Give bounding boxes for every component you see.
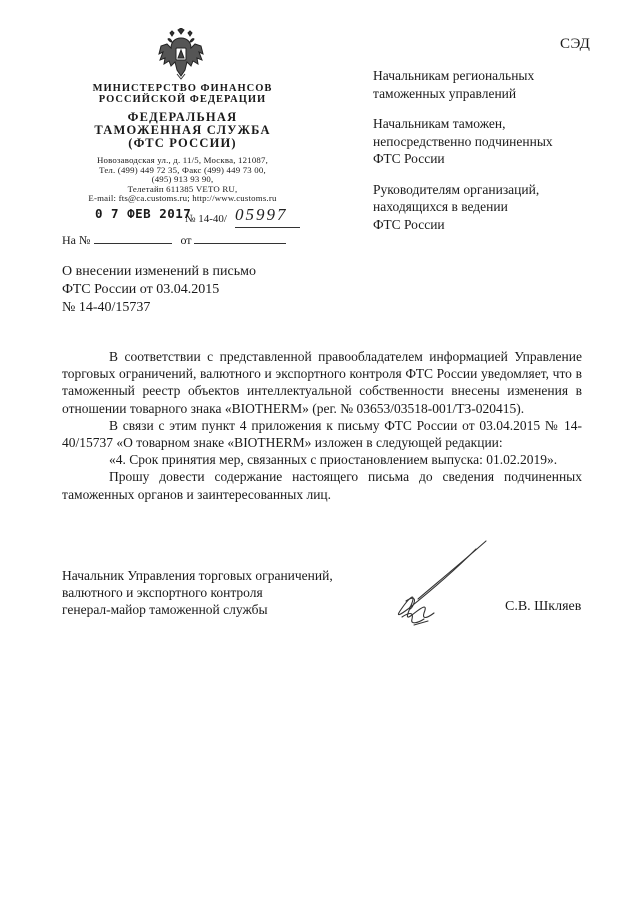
agency-line: (ФТС РОССИИ) <box>128 136 237 150</box>
subject-line: О внесении изменений в письмо <box>62 264 256 279</box>
registration-number-underline <box>235 227 300 228</box>
recipients-block <box>373 67 613 246</box>
registration-date-stamp: 0 7 ФЕВ 2017 <box>95 206 192 221</box>
contact-line: (495) 913 93 90, <box>151 174 214 184</box>
signer-title-line: Начальник Управления торговых ограничений, <box>62 568 333 583</box>
recipient-line: непосредственно подчиненных <box>373 133 553 149</box>
signer-title-line: валютного и экспортного контроля <box>62 585 263 600</box>
body-paragraph: В соответствии с представленной правообладателем информацией Управление торговых ограничений, валютного и экспортного контроля ФТС России уведомляет, что в таможенный реестр объектов интеллектуальной собственности внесены изменения в отношении товарного знака «BIOTHERM» (рег. № 03653/03518-001/ТЗ-020415). <box>62 349 582 416</box>
reference-date-blank <box>194 243 286 244</box>
reference-date-label: от <box>180 233 192 247</box>
agency-line: ФЕДЕРАЛЬНАЯ <box>127 110 238 124</box>
body-paragraph: В связи с этим пункт 4 приложения к письму ФТС России от 03.04.2015 № 14-40/15737 «О товарном знаке «BIOTHERM» изложен в следующей редакции: <box>62 417 582 451</box>
body-paragraph: «4. Срок принятия мер, связанных с приостановлением выпуска: 01.02.2019». <box>109 452 558 468</box>
signer-title <box>62 567 333 618</box>
recipient-line: Начальникам региональных <box>373 68 535 83</box>
recipient-line: Руководителям организаций, <box>373 181 540 197</box>
recipient-group <box>373 115 613 168</box>
agency-line: ТАМОЖЕННАЯ СЛУЖБА <box>94 123 271 137</box>
registration-number-label: № 14-40/ <box>185 213 227 225</box>
recipient-line: таможенных управлений <box>373 85 517 101</box>
agency-contacts <box>60 156 305 204</box>
recipient-line: ФТС России <box>373 151 445 166</box>
handwritten-signature-icon <box>378 537 498 637</box>
reference-number-blank <box>94 243 172 244</box>
ministry-line: МИНИСТЕРСТВО ФИНАНСОВ <box>92 83 273 94</box>
contact-line: Новозаводская ул., д. 11/5, Москва, 121087, <box>96 155 269 165</box>
recipient-line: ФТС России <box>373 216 445 232</box>
recipient-line: находящихся в ведении <box>373 199 508 214</box>
letter-body <box>62 348 582 503</box>
recipient-line: Начальникам таможен, <box>373 116 506 131</box>
registration-number-handwritten: 05997 <box>235 205 288 224</box>
contact-line: E-mail: fts@ca.customs.ru; http://www.customs.ru <box>88 193 277 203</box>
reference-number-label: На № <box>62 233 91 247</box>
signer-title-line: генерал-майор таможенной службы <box>62 602 268 617</box>
signer-name: С.В. Шкляев <box>505 599 582 614</box>
ministry-name <box>60 83 305 105</box>
agency-name <box>60 111 305 150</box>
contact-line: Тел. (499) 449 72 35, Факс (499) 449 73 00, <box>99 164 266 175</box>
coat-of-arms-emblem-icon <box>157 28 205 80</box>
body-paragraph: Прошу довести содержание настоящего письма до сведения подчиненных таможенных органов и заинтересованных лиц. <box>62 469 582 502</box>
contact-line: Телетайп 611385 VETO RU, <box>127 183 238 194</box>
ministry-line: РОССИЙСКОЙ ФЕДЕРАЦИИ <box>98 94 267 105</box>
document-system-mark: СЭД <box>560 36 591 52</box>
recipient-group <box>373 181 613 234</box>
reference-line <box>62 233 286 248</box>
letter-subject <box>62 263 256 317</box>
recipient-group <box>373 67 613 102</box>
subject-line: ФТС России от 03.04.2015 <box>62 282 220 297</box>
subject-line: № 14-40/15737 <box>62 300 151 315</box>
